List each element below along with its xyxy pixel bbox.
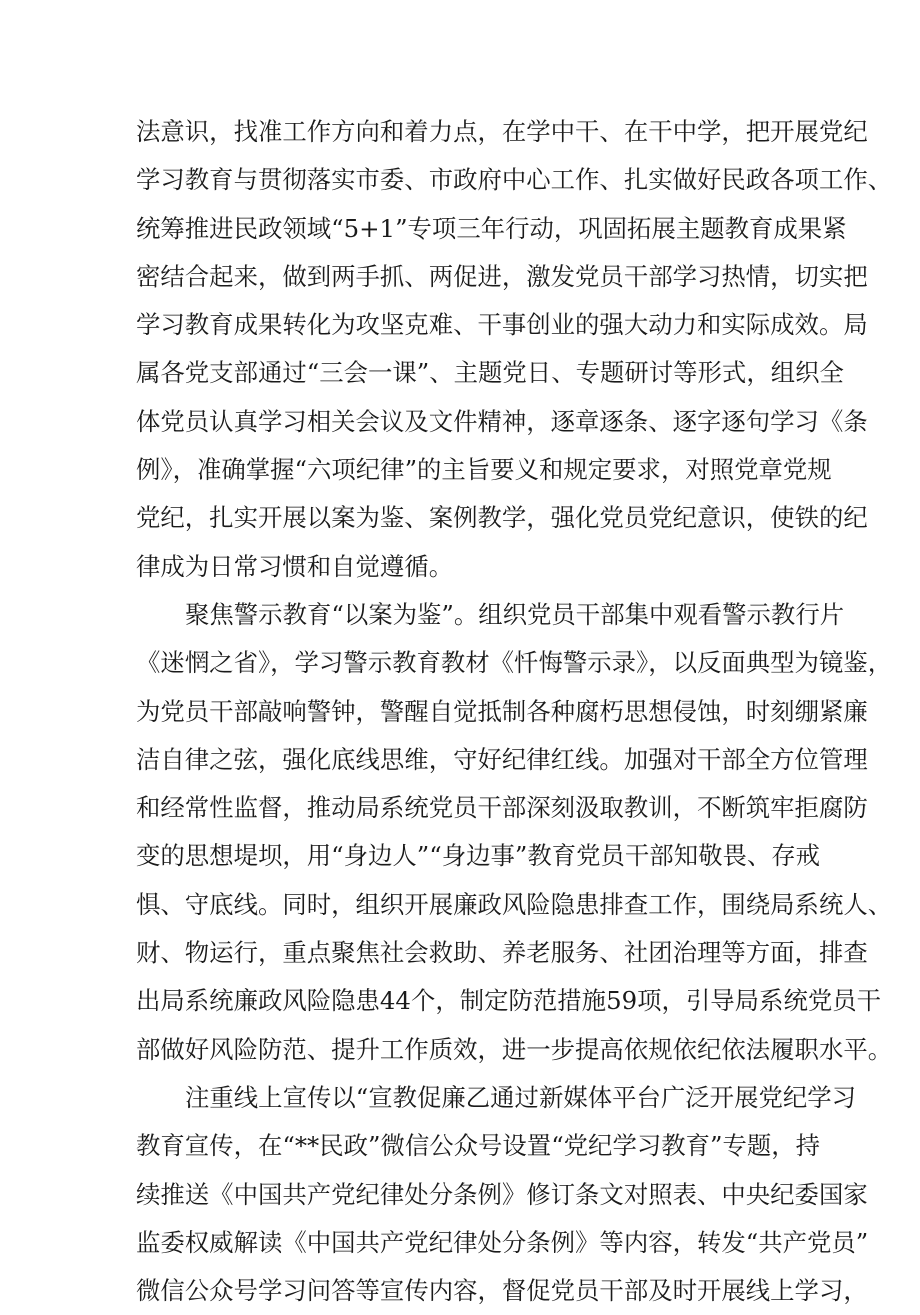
paragraph-2-line-9: 出局系统廉政风险隐患44个，制定防范措施59项，引导局系统党员干 [136, 986, 882, 1016]
paragraph-2-line-7: 惧、守底线。同时，组织开展廉政风险隐患排查工作，围绕局系统人、 [136, 889, 893, 919]
paragraph-2-line-10: 部做好风险防范、提升工作质效，进一步提高依规依纪依法履职水平。 [136, 1034, 893, 1064]
paragraph-1-line-10: 律成为日常习惯和自觉遵循。 [136, 551, 454, 581]
paragraph-2-line-3: 为党员干部敲响警钟，警醒自觉抵制各种腐朽思想侵蚀，时刻绷紧廉 [136, 696, 868, 726]
paragraph-2-line-5: 和经常性监督，推动局系统党员干部深刻汲取教训，不断筑牢拒腐防 [136, 793, 868, 823]
paragraph-3-line-2: 教育宣传，在“**民政”微信公众号设置“党纪学习教育”专题，持 [136, 1131, 821, 1161]
paragraph-1-line-9: 党纪，扎实开展以案为鉴、案例教学，强化党员党纪意识，使铁的纪 [136, 503, 868, 533]
paragraph-1-line-2: 学习教育与贯彻落实市委、市政府中心工作、扎实做好民政各项工作、 [136, 165, 893, 195]
paragraph-1-line-6: 属各党支部通过“三会一课”、主题党日、专题研讨等形式，组织全 [136, 358, 844, 388]
paragraph-3-line-4: 监委权威解读《中国共产党纪律处分条例》等内容，转发“共产党员” [136, 1227, 869, 1257]
paragraph-3-line-3: 续推送《中国共产党纪律处分条例》修订条文对照表、中央纪委国家 [136, 1179, 868, 1209]
paragraph-1-line-5: 学习教育成果转化为攻坚克难、干事创业的强大动力和实际成效。局 [136, 310, 868, 340]
paragraph-1-line-1: 法意识，找准工作方向和着力点，在学中干、在干中学，把开展党纪 [136, 117, 868, 146]
paragraph-2-line-8: 财、物运行，重点聚焦社会救助、养老服务、社团治理等方面，排查 [136, 938, 868, 968]
paragraph-1-line-3: 统筹推进民政领域“5+1”专项三年行动，巩固拓展主题教育成果紧 [136, 213, 847, 243]
paragraph-3-line-5: 微信公众号学习问答等宣传内容，督促党员干部及时开展线上学习， [136, 1276, 868, 1306]
paragraph-1-line-7: 体党员认真学习相关会议及文件精神，逐章逐条、逐字逐句学习《条 [136, 406, 868, 436]
paragraph-1-line-4: 密结合起来，做到两手抓、两促进，激发党员干部学习热情，切实把 [136, 261, 868, 291]
paragraph-1-line-8: 例》，准确掌握“六项纪律”的主旨要义和规定要求，对照党章党规 [136, 455, 832, 485]
paragraph-2-line-6: 变的思想堤坝，用“身边人”“身边事”教育党员干部知敬畏、存戒 [136, 841, 821, 871]
paragraph-2-line-1: 聚焦警示教育“以案为鉴”。组织党员干部集中观看警示教行片 [185, 599, 845, 629]
paragraph-2-line-4: 洁自律之弦，强化底线思维，守好纪律红线。加强对干部全方位管理 [136, 744, 868, 774]
document-body [136, 108, 893, 1315]
paragraph-3-line-1: 注重线上宣传以“宣教促廉乙通过新媒体平台广泛开展党纪学习 [185, 1082, 857, 1112]
paragraph-2-line-2: 《迷惘之省》，学习警示教育教材《忏悔警示录》，以反面典型为镜鉴， [136, 648, 893, 678]
